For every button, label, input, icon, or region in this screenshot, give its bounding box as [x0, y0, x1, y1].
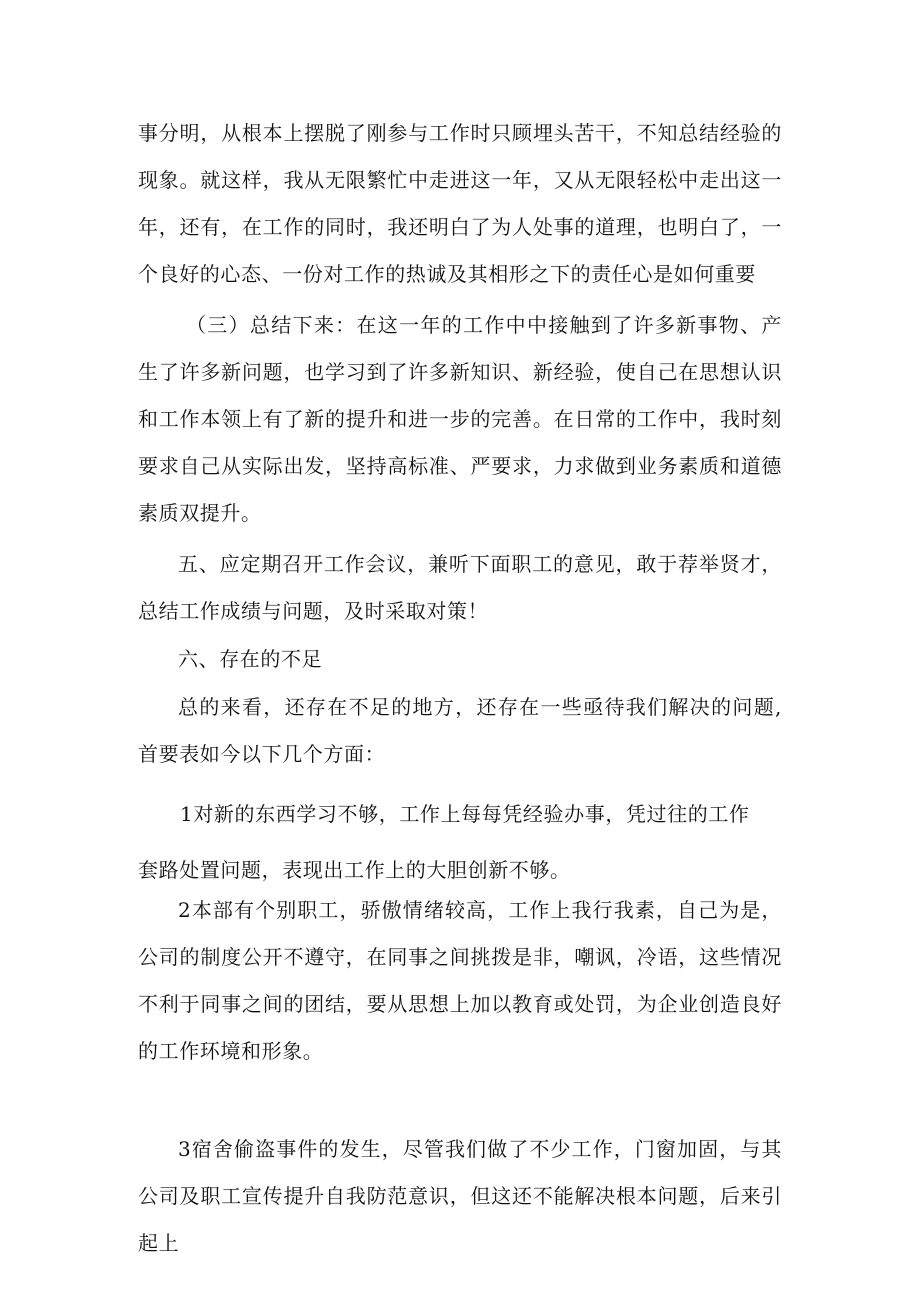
list-item-1-line-1: 1对新的东西学习不够，工作上每每凭经验办事，凭过往的工作	[180, 802, 750, 826]
paragraph-work-reflection: 事分明，从根本上摆脱了刚参与工作时只顾埋头苦干，不知总结经验的现象。就这样，我从无限繁忙中走进这一年，又从无限轻松中走出这一年，还有，在工作的同时，我还明白了为人处事的道理，也明白了，一个良好的心态、一份对工作的热诚及其相形之下的责任心是如何重要	[138, 121, 782, 286]
paragraph-summary-three: （三）总结下来：在这一年的工作中中接触到了许多新事物、产生了许多新问题，也学习到了许多新知识、新经验，使自己在思想认识和工作本领上有了新的提升和进一步的完善。在日常的工作中，我时刻要求自己从实际出发，坚持高标准、严要求，力求做到业务素质和道德素质双提升。	[138, 313, 782, 525]
section-heading-shortcomings: 六、存在的不足	[178, 647, 323, 671]
list-item-3: 3宿舍偷盗事件的发生，尽管我们做了不少工作，门窗加固，与其公司及职工宣传提升自我防范意识，但这还不能解决根本问题，后来引起上	[138, 1137, 782, 1255]
paragraph-item-five: 五、应定期召开工作会议，兼听下面职工的意见，敢于荐举贤才，总结工作成绩与问题，及时采取对策！	[138, 552, 782, 623]
paragraph-overview: 总的来看，还存在不足的地方，还存在一些亟待我们解决的问题,首要表如今以下几个方面：	[138, 695, 782, 766]
list-item-2: 2本部有个别职工，骄傲情绪较高，工作上我行我素，自己为是，公司的制度公开不遵守，在同事之间挑拨是非，嘲讽，冷语，这些情况不利于同事之间的团结，要从思想上加以教育或处罚，为企业创造良好的工作环境和形象。	[138, 898, 782, 1063]
list-item-1-line-2: 套路处置问题，表现出工作上的大胆创新不够。	[138, 858, 571, 882]
